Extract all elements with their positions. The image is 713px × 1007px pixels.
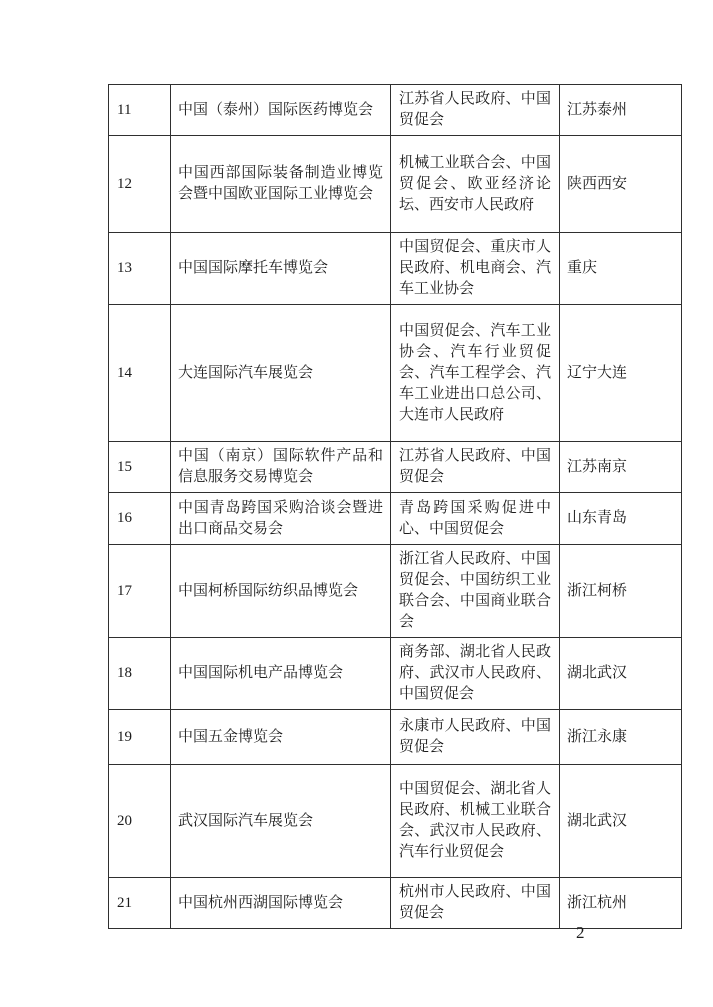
exhibition-organizers-cell: 江苏省人民政府、中国贸促会 (391, 85, 560, 136)
row-number-cell: 21 (109, 878, 171, 929)
row-number-cell: 17 (109, 545, 171, 638)
exhibition-location-cell: 陕西西安 (560, 136, 682, 233)
table-row (109, 765, 682, 878)
row-number-cell: 12 (109, 136, 171, 233)
table-row (109, 305, 682, 442)
exhibition-organizers-cell: 中国贸促会、湖北省人民政府、机械工业联合会、武汉市人民政府、汽车行业贸促会 (391, 765, 560, 878)
exhibition-organizers-cell: 青岛跨国采购促进中心、中国贸促会 (391, 493, 560, 545)
exhibition-table-body (109, 85, 682, 929)
exhibition-name-cell: 中国（泰州）国际医药博览会 (171, 85, 391, 136)
exhibition-name-cell: 中国西部国际装备制造业博览会暨中国欧亚国际工业博览会 (171, 136, 391, 233)
exhibition-organizers-cell: 永康市人民政府、中国贸促会 (391, 710, 560, 765)
page-number: 2 (576, 923, 585, 942)
exhibition-name-cell: 中国（南京）国际软件产品和信息服务交易博览会 (171, 442, 391, 493)
exhibition-location-cell: 湖北武汉 (560, 638, 682, 710)
exhibition-location-cell: 浙江永康 (560, 710, 682, 765)
exhibition-name-cell: 中国杭州西湖国际博览会 (171, 878, 391, 929)
row-number-cell: 13 (109, 233, 171, 305)
table-row (109, 878, 682, 929)
row-number-cell: 14 (109, 305, 171, 442)
exhibition-organizers-cell: 江苏省人民政府、中国贸促会 (391, 442, 560, 493)
exhibition-organizers-cell: 中国贸促会、汽车工业协会、汽车行业贸促会、汽车工程学会、汽车工业进出口总公司、大连市人民政府 (391, 305, 560, 442)
exhibition-location-cell: 江苏泰州 (560, 85, 682, 136)
row-number-cell: 16 (109, 493, 171, 545)
row-number-cell: 15 (109, 442, 171, 493)
exhibition-name-cell: 中国五金博览会 (171, 710, 391, 765)
exhibition-name-cell: 中国国际摩托车博览会 (171, 233, 391, 305)
exhibition-location-cell: 辽宁大连 (560, 305, 682, 442)
table-row (109, 493, 682, 545)
exhibition-location-cell: 浙江杭州 (560, 878, 682, 929)
table-row (109, 710, 682, 765)
exhibition-organizers-cell: 商务部、湖北省人民政府、武汉市人民政府、中国贸促会 (391, 638, 560, 710)
row-number-cell: 11 (109, 85, 171, 136)
exhibition-organizers-cell: 杭州市人民政府、中国贸促会 (391, 878, 560, 929)
exhibition-organizers-cell: 机械工业联合会、中国贸促会、欧亚经济论坛、西安市人民政府 (391, 136, 560, 233)
exhibition-name-cell: 大连国际汽车展览会 (171, 305, 391, 442)
table-row (109, 233, 682, 305)
exhibition-location-cell: 浙江柯桥 (560, 545, 682, 638)
exhibition-name-cell: 中国柯桥国际纺织品博览会 (171, 545, 391, 638)
row-number-cell: 19 (109, 710, 171, 765)
exhibition-table (108, 84, 682, 929)
exhibition-location-cell: 湖北武汉 (560, 765, 682, 878)
table-row (109, 442, 682, 493)
exhibition-organizers-cell: 中国贸促会、重庆市人民政府、机电商会、汽车工业协会 (391, 233, 560, 305)
row-number-cell: 20 (109, 765, 171, 878)
table-row (109, 85, 682, 136)
exhibition-location-cell: 江苏南京 (560, 442, 682, 493)
exhibition-name-cell: 中国国际机电产品博览会 (171, 638, 391, 710)
exhibition-name-cell: 武汉国际汽车展览会 (171, 765, 391, 878)
exhibition-organizers-cell: 浙江省人民政府、中国贸促会、中国纺织工业联合会、中国商业联合会 (391, 545, 560, 638)
table-row (109, 545, 682, 638)
exhibition-name-cell: 中国青岛跨国采购洽谈会暨进出口商品交易会 (171, 493, 391, 545)
exhibition-location-cell: 重庆 (560, 233, 682, 305)
table-row (109, 638, 682, 710)
exhibition-location-cell: 山东青岛 (560, 493, 682, 545)
table-row (109, 136, 682, 233)
row-number-cell: 18 (109, 638, 171, 710)
